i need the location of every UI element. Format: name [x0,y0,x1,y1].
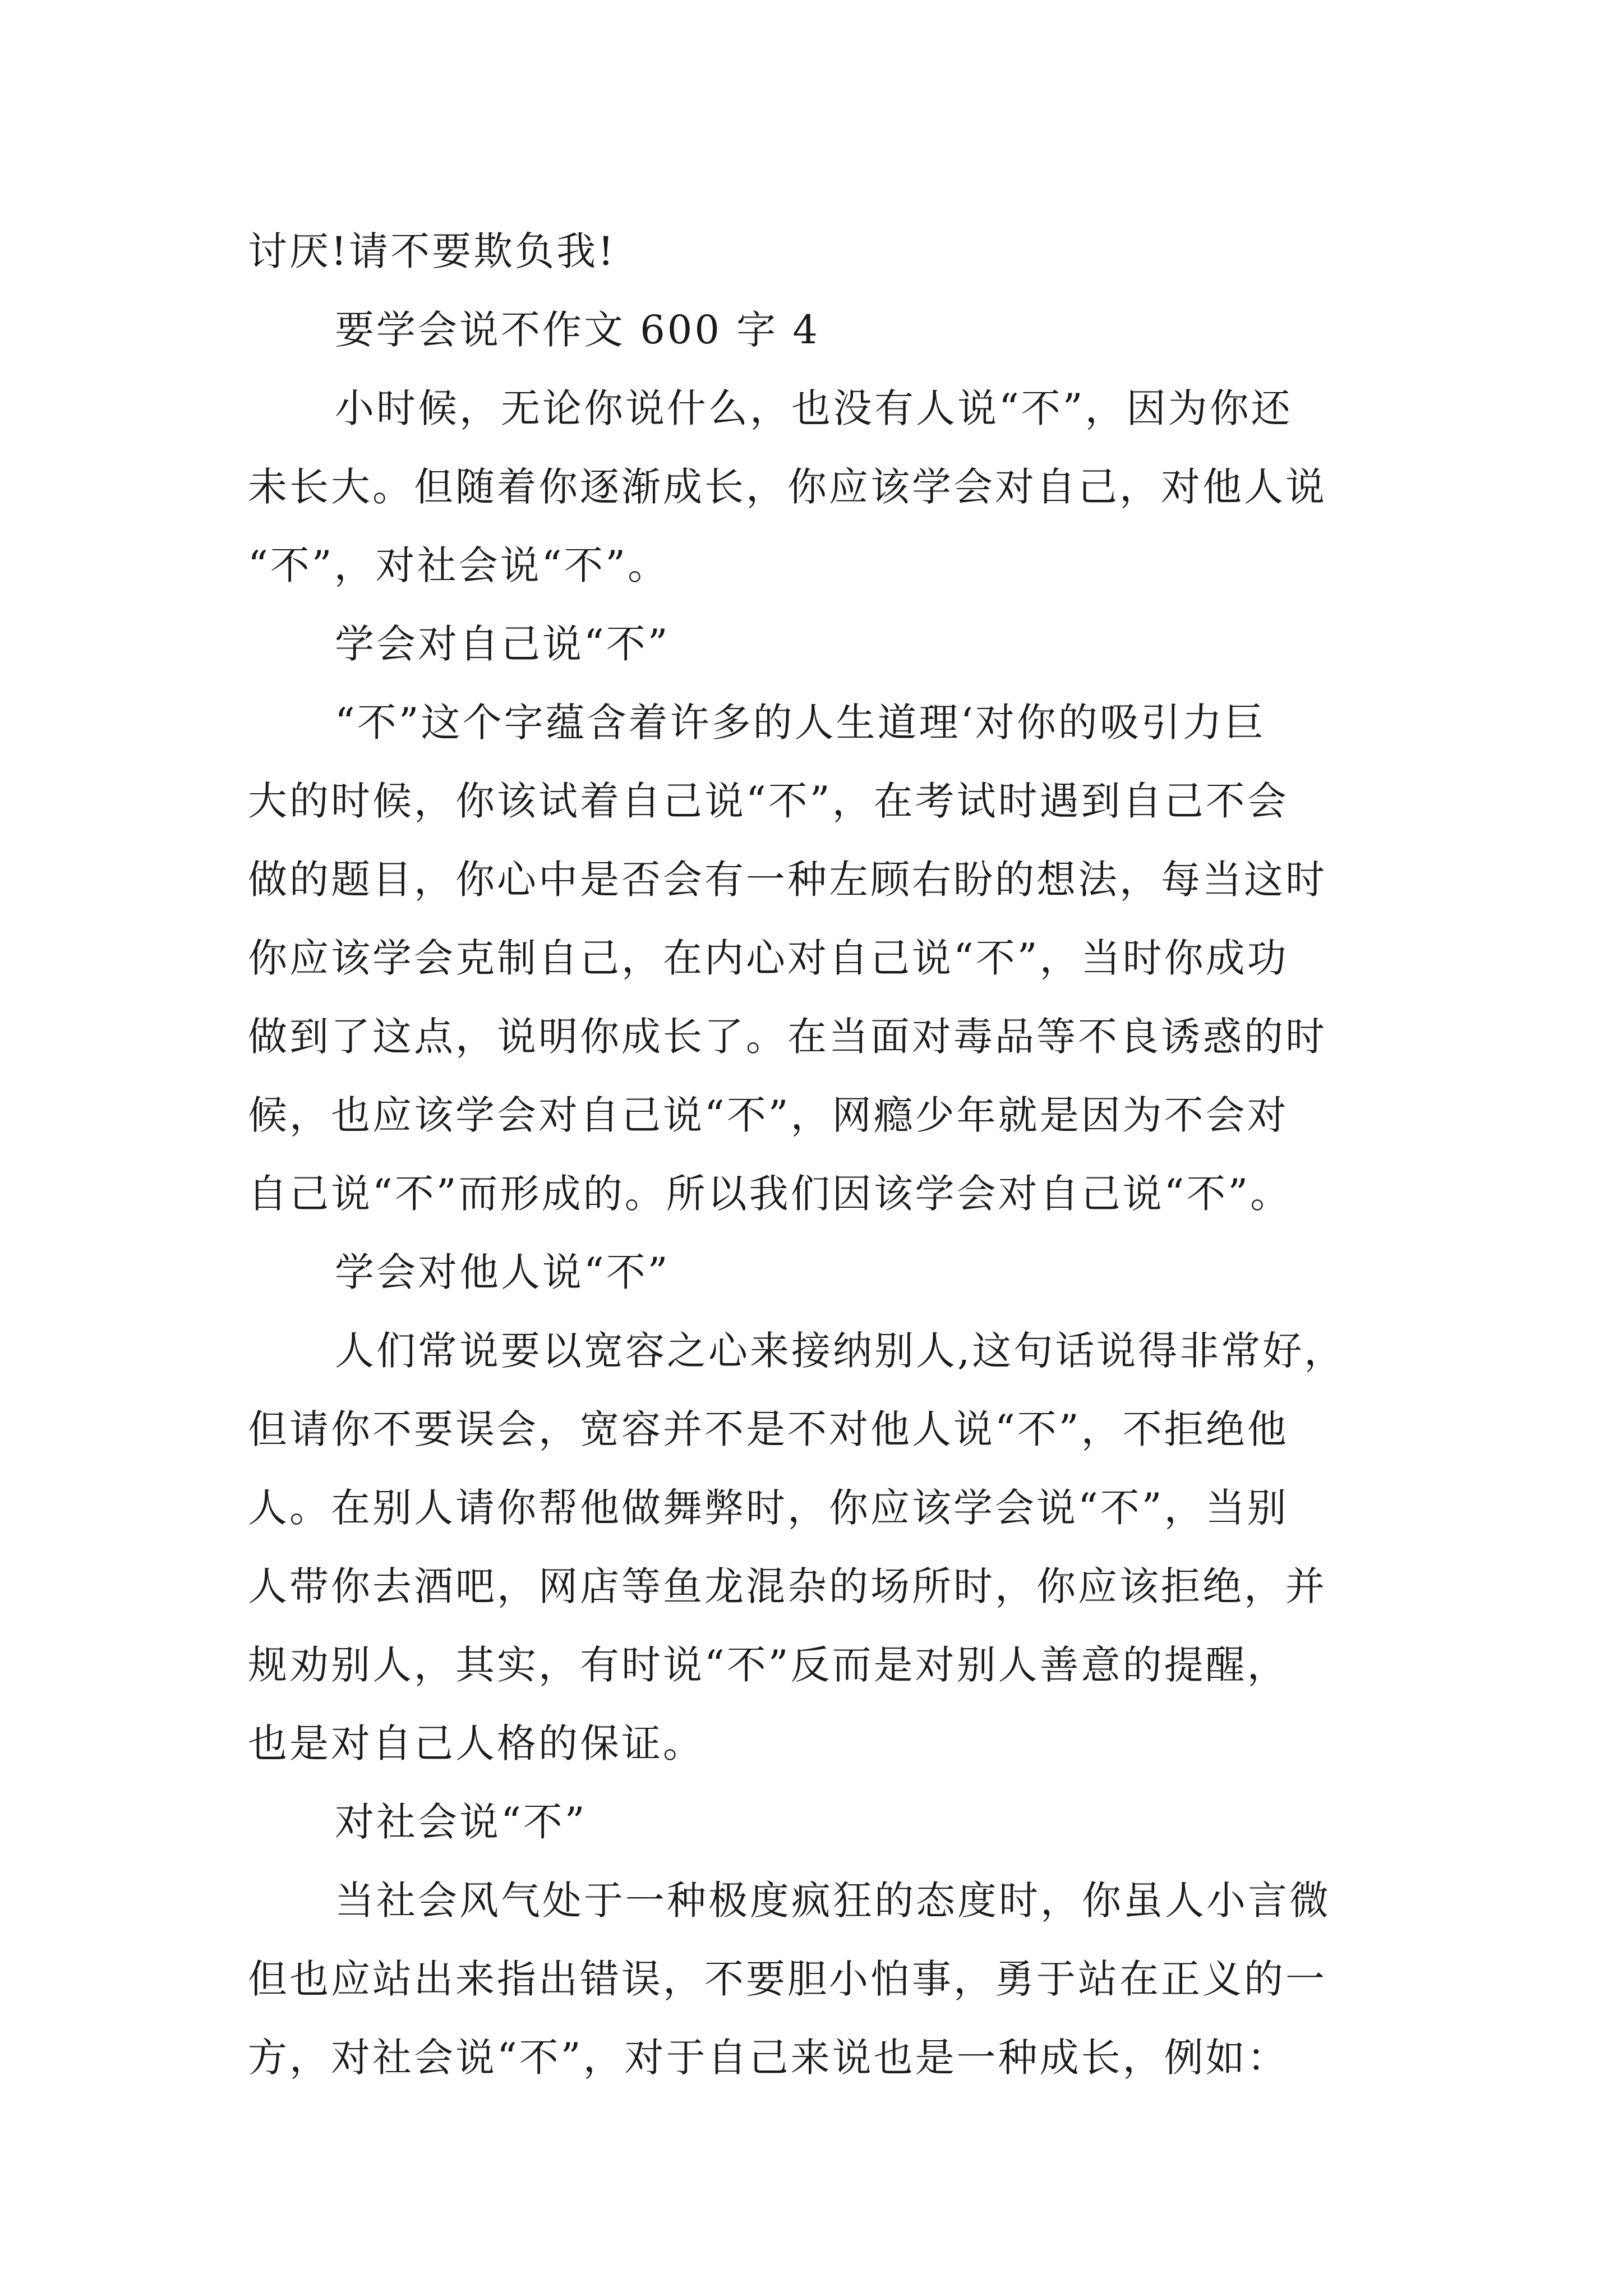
text-line: 大的时候，你该试着自己说“不”，在考试时遇到自己不会 [248,778,1289,824]
text-line: 候，也应该学会对自己说“不”，网瘾少年就是因为不会对 [248,1092,1289,1138]
text-line: 自己说“不”而形成的。所以我们因该学会对自己说“不”。 [248,1171,1292,1217]
text-line: 做的题目，你心中是否会有一种左顾右盼的想法，每当这时 [248,857,1327,903]
text-line: 人们常说要以宽容之心来接纳别人,这句话说得非常好， [335,1328,1346,1374]
text-line: 人带你去酒吧，网店等鱼龙混杂的场所时，你应该拒绝，并 [248,1563,1327,1609]
text-line: 未长大。但随着你逐渐成长，你应该学会对自己，对他人说 [248,464,1327,510]
text-line: 也是对自己人格的保证。 [248,1720,704,1766]
essay-body [248,212,1375,2097]
subheading: 对社会说“不” [335,1799,587,1845]
text-line: 人。在别人请你帮他做舞弊时，你应该学会说“不”，当别 [248,1485,1289,1531]
subheading: 学会对他人说“不” [335,1249,670,1295]
text-line: 你应该学会克制自己，在内心对自己说“不”，当时你成功 [248,935,1289,981]
text-line: 当社会风气处于一种极度疯狂的态度时，你虽人小言微 [335,1878,1331,1924]
text-line: 方，对社会说“不”，对于自己来说也是一种成长，例如： [248,2035,1289,2081]
text-line: “不”，对社会说“不”。 [248,542,670,588]
text-line: “不”这个字蕴含着许多的人生道理‘对你的吸引力巨 [335,700,1266,746]
section-title: 要学会说不作文 600 字 4 [335,307,820,353]
text-line: 规劝别人，其实，有时说“不”反而是对别人善意的提醒， [248,1642,1289,1688]
text-line: 但也应站出来指出错误，不要胆小怕事，勇于站在正义的一 [248,1956,1327,2002]
text-line: 小时候，无论你说什么，也没有人说“不”，因为你还 [335,385,1293,431]
text-line: 做到了这点，说明你成长了。在当面对毒品等不良诱惑的时 [248,1014,1327,1060]
text-line: 讨厌!请不要欺负我! [248,228,616,274]
subheading: 学会对自己说“不” [335,621,670,667]
text-line: 但请你不要误会，宽容并不是不对他人说“不”，不拒绝他 [248,1406,1289,1452]
